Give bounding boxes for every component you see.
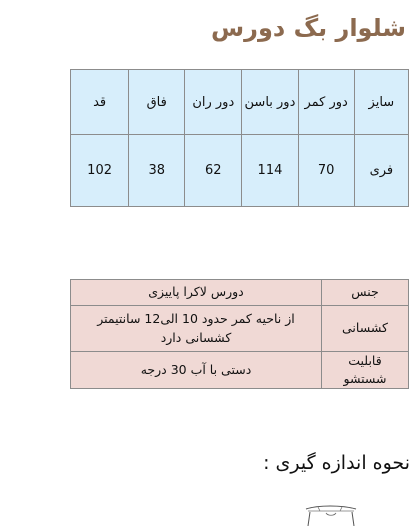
spec-label-material: جنس [322, 280, 409, 306]
cell-size: فری [354, 135, 408, 207]
header-waist: دور کمر [298, 70, 354, 135]
cell-hip: 114 [242, 135, 298, 207]
cell-rise: 38 [129, 135, 185, 207]
spec-value-stretch-line1: از ناحیه کمر حدود 10 الی12 سانتیمتر [97, 311, 295, 327]
table-row [71, 306, 409, 352]
table-row [71, 135, 409, 207]
table-row [71, 280, 409, 306]
size-table-header-row [71, 70, 409, 135]
cell-length: 102 [71, 135, 129, 207]
size-table [70, 69, 409, 207]
spec-value-washing: دستی با آب 30 درجه [71, 352, 322, 389]
trousers-sketch-icon [300, 503, 362, 526]
spec-value-stretch-line2: کشسانی دارد [160, 329, 232, 345]
measurement-heading: نحوه اندازه گیری : [263, 452, 410, 474]
table-row [71, 352, 409, 389]
spec-value-material: دورس لاکرا پاییزی [71, 280, 322, 306]
header-rise: فاق [129, 70, 185, 135]
header-thigh: دور ران [185, 70, 242, 135]
cell-thigh: 62 [185, 135, 242, 207]
header-size: سایز [354, 70, 408, 135]
header-length: قد [71, 70, 129, 135]
header-hip: دور باسن [242, 70, 298, 135]
spec-label-stretch: کشسانی [322, 306, 409, 352]
cell-waist: 70 [298, 135, 354, 207]
spec-value-stretch [71, 306, 322, 352]
spec-table [70, 279, 409, 389]
spec-label-washing: قابلیت شستشو [322, 352, 409, 389]
product-title: شلوار بگ دورس [211, 14, 406, 42]
